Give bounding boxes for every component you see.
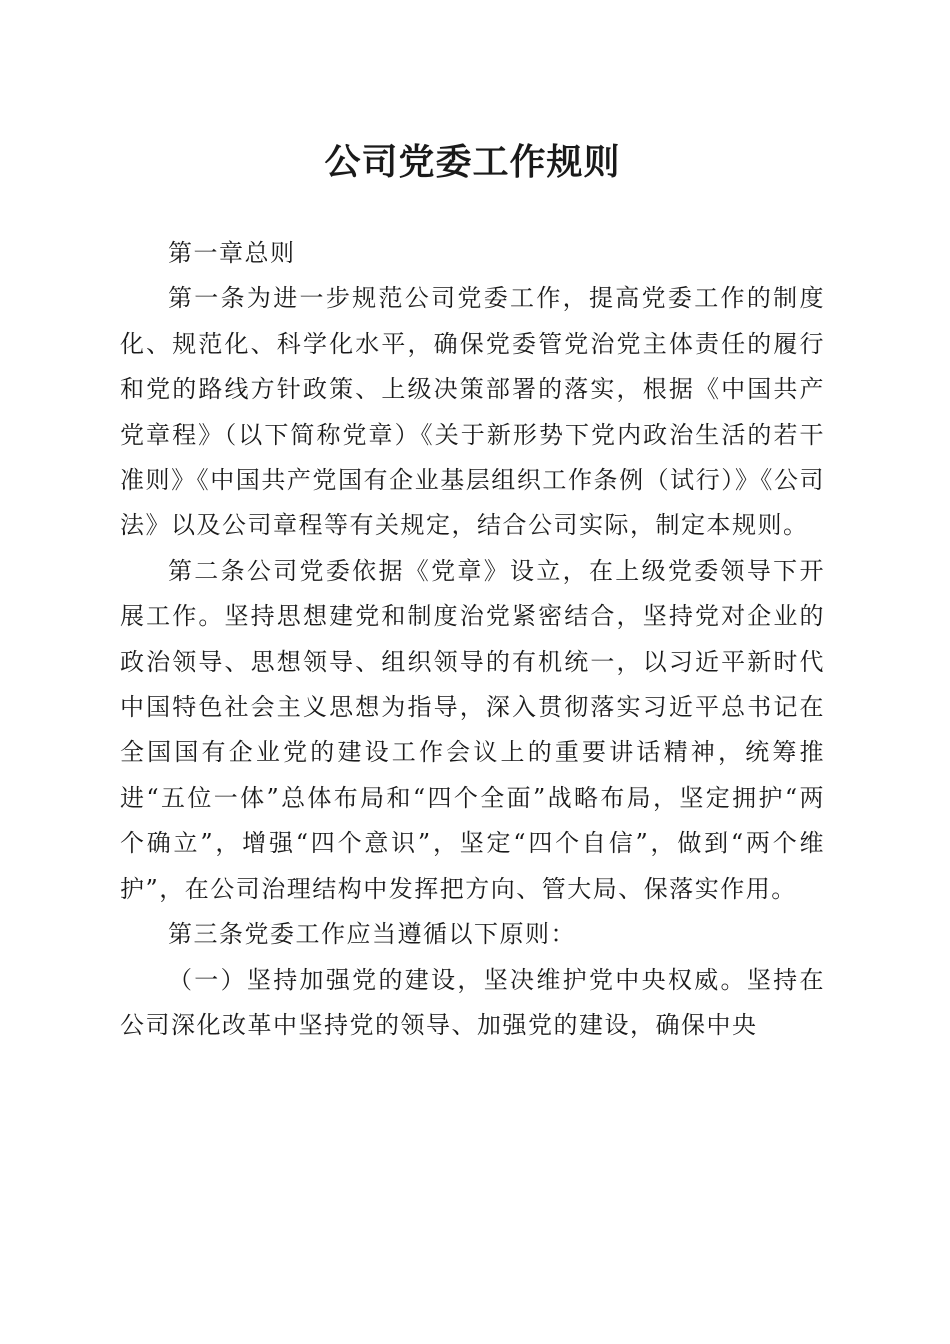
article-2-paragraph: 第二条公司党委依据《党章》设立，在上级党委领导下开展工作。坚持思想建党和制度治党紧密结合，坚持党对企业的政治领导、思想领导、组织领导的有机统一，以习近平新时代中国特色社会主义思想为指导，深入贯彻落实习近平总书记在全国国有企业党的建设工作会议上的重要讲话精神，统筹推进“五位一体”总体布局和“四个全面”战略布局，坚定拥护“两个确立”，增强“四个意识”，坚定“四个自信”，做到“两个维护”，在公司治理结构中发挥把方向、管大局、保落实作用。 [120,556,825,903]
document-page [120,0,825,1048]
article-3-paragraph: 第三条党委工作应当遵循以下原则： [168,920,576,949]
document-body [120,231,825,1048]
chapter-heading: 第一章总则 [168,239,296,267]
principle-1-paragraph: （一）坚持加强党的建设，坚决维护党中央权威。坚持在公司深化改革中坚持党的领导、加强党的建设，确保中央 [120,965,825,1039]
document-title: 公司党委工作规则 [324,141,621,183]
article-1-paragraph: 第一条为进一步规范公司党委工作，提高党委工作的制度化、规范化、科学化水平，确保党委管党治党主体责任的履行和党的路线方针政策、上级决策部署的落实，根据《中国共产党章程》（以下简称党章）《关于新形势下党内政治生活的若干准则》《中国共产党国有企业基层组织工作条例（试行）》《公司法》以及公司章程等有关规定，结合公司实际，制定本规则。 [120,284,825,540]
